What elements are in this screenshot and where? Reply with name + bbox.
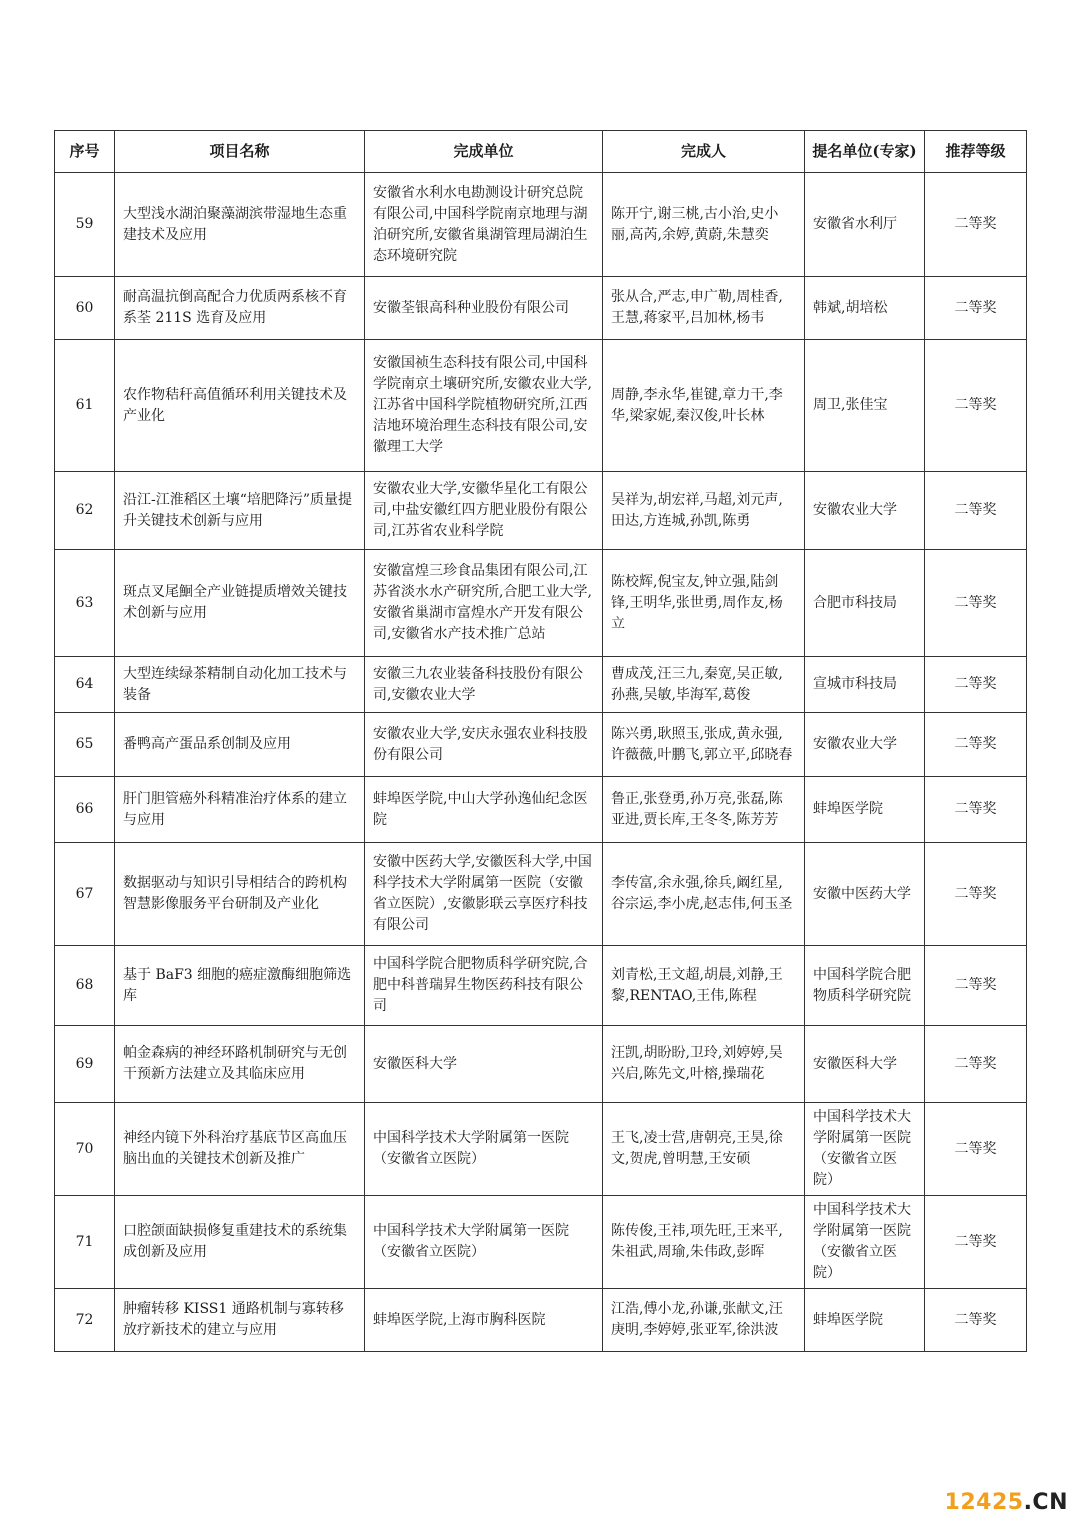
watermark-number: 12425 — [944, 1490, 1024, 1515]
row-nominator: 中国科学院合肥物质科学研究院 — [805, 946, 925, 1026]
row-project-name: 斑点叉尾鮰全产业链提质增效关键技术创新与应用 — [115, 550, 365, 657]
row-level: 二等奖 — [925, 657, 1027, 713]
row-project-name: 基于 BaF3 细胞的癌症激酶细胞筛选库 — [115, 946, 365, 1026]
row-no: 68 — [55, 946, 115, 1026]
row-no: 59 — [55, 173, 115, 277]
row-level: 二等奖 — [925, 472, 1027, 550]
table-row — [55, 657, 1027, 713]
row-no: 67 — [55, 843, 115, 946]
header-no: 序号 — [55, 131, 115, 173]
row-project-name: 肝门胆管癌外科精准治疗体系的建立与应用 — [115, 777, 365, 843]
header-level: 推荐等级 — [925, 131, 1027, 173]
row-people: 王飞,凌士营,唐朝亮,王昊,徐文,贺虎,曾明慧,王安硕 — [603, 1103, 805, 1196]
row-level: 二等奖 — [925, 713, 1027, 777]
row-nominator: 中国科学技术大学附属第一医院（安徽省立医院） — [805, 1196, 925, 1289]
row-people: 陈兴勇,耿照玉,张成,黄永强,许薇薇,叶鹏飞,郭立平,邱晓春 — [603, 713, 805, 777]
row-project-name: 番鸭高产蛋品系创制及应用 — [115, 713, 365, 777]
row-level: 二等奖 — [925, 340, 1027, 472]
header-unit: 完成单位 — [365, 131, 603, 173]
row-level: 二等奖 — [925, 1103, 1027, 1196]
row-people: 张从合,严志,申广勒,周桂香,王慧,蒋家平,吕加林,杨韦 — [603, 277, 805, 340]
row-no: 71 — [55, 1196, 115, 1289]
row-project-name: 肿瘤转移 KISS1 通路机制与寡转移放疗新技术的建立与应用 — [115, 1289, 365, 1352]
row-no: 65 — [55, 713, 115, 777]
watermark-domain: .CN — [1023, 1490, 1068, 1515]
table-row — [55, 550, 1027, 657]
row-project-name: 数据驱动与知识引导相结合的跨机构智慧影像服务平台研制及产业化 — [115, 843, 365, 946]
header-row — [55, 131, 1027, 173]
row-level: 二等奖 — [925, 1196, 1027, 1289]
site-watermark — [945, 1490, 1068, 1515]
row-people: 陈传俊,王祎,项先旺,王来平,朱祖武,周瑜,朱伟政,彭晖 — [603, 1196, 805, 1289]
row-people: 李传富,余永强,徐兵,阚红星,谷宗运,李小虎,赵志伟,何玉圣 — [603, 843, 805, 946]
row-people: 江浩,傅小龙,孙谦,张献文,汪庚明,李婷婷,张亚军,徐洪波 — [603, 1289, 805, 1352]
row-no: 60 — [55, 277, 115, 340]
row-unit: 蚌埠医学院,中山大学孙逸仙纪念医院 — [365, 777, 603, 843]
row-unit: 安徽农业大学,安徽华星化工有限公司,中盐安徽红四方肥业股份有限公司,江苏省农业科学院 — [365, 472, 603, 550]
row-project-name: 帕金森病的神经环路机制研究与无创干预新方法建立及其临床应用 — [115, 1026, 365, 1103]
row-unit: 安徽省水利水电勘测设计研究总院有限公司,中国科学院南京地理与湖泊研究所,安徽省巢湖管理局湖泊生态环境研究院 — [365, 173, 603, 277]
row-project-name: 神经内镜下外科治疗基底节区高血压脑出血的关键技术创新及推广 — [115, 1103, 365, 1196]
header-nominator: 提名单位(专家) — [805, 131, 925, 173]
table-row — [55, 277, 1027, 340]
row-people: 鲁正,张登勇,孙万亮,张磊,陈亚进,贾长库,王冬冬,陈芳芳 — [603, 777, 805, 843]
row-nominator: 安徽农业大学 — [805, 713, 925, 777]
row-nominator: 周卫,张佳宝 — [805, 340, 925, 472]
header-project-name: 项目名称 — [115, 131, 365, 173]
row-project-name: 大型连续绿茶精制自动化加工技术与装备 — [115, 657, 365, 713]
row-project-name: 沿江-江淮稻区土壤“培肥降污”质量提升关键技术创新与应用 — [115, 472, 365, 550]
table-row — [55, 173, 1027, 277]
row-project-name: 耐高温抗倒高配合力优质两系核不育系荃 211S 选育及应用 — [115, 277, 365, 340]
row-project-name: 大型浅水湖泊聚藻湖滨带湿地生态重建技术及应用 — [115, 173, 365, 277]
table-row — [55, 472, 1027, 550]
table-row — [55, 946, 1027, 1026]
row-nominator: 合肥市科技局 — [805, 550, 925, 657]
row-unit: 安徽农业大学,安庆永强农业科技股份有限公司 — [365, 713, 603, 777]
row-people: 刘青松,王文超,胡晨,刘静,王黎,RENTAO,王伟,陈程 — [603, 946, 805, 1026]
row-no: 62 — [55, 472, 115, 550]
row-level: 二等奖 — [925, 1289, 1027, 1352]
row-people: 陈校辉,倪宝友,钟立强,陆剑锋,王明华,张世勇,周作友,杨立 — [603, 550, 805, 657]
row-nominator: 安徽省水利厅 — [805, 173, 925, 277]
row-unit: 中国科学技术大学附属第一医院（安徽省立医院） — [365, 1196, 603, 1289]
table-row — [55, 1026, 1027, 1103]
table-row — [55, 1289, 1027, 1352]
row-nominator: 安徽中医药大学 — [805, 843, 925, 946]
row-no: 69 — [55, 1026, 115, 1103]
row-nominator: 安徽农业大学 — [805, 472, 925, 550]
table-row — [55, 713, 1027, 777]
row-unit: 安徽富煌三珍食品集团有限公司,江苏省淡水水产研究所,合肥工业大学,安徽省巢湖市富煌水产开发有限公司,安徽省水产技术推广总站 — [365, 550, 603, 657]
row-people: 吴祥为,胡宏祥,马超,刘元声,田达,方连城,孙凯,陈勇 — [603, 472, 805, 550]
row-level: 二等奖 — [925, 1026, 1027, 1103]
row-nominator: 韩斌,胡培松 — [805, 277, 925, 340]
row-no: 66 — [55, 777, 115, 843]
row-no: 70 — [55, 1103, 115, 1196]
table-row — [55, 1103, 1027, 1196]
row-level: 二等奖 — [925, 277, 1027, 340]
row-unit: 安徽中医药大学,安徽医科大学,中国科学技术大学附属第一医院（安徽省立医院）,安徽影联云享医疗科技有限公司 — [365, 843, 603, 946]
awards-table — [54, 130, 1027, 1352]
row-unit: 蚌埠医学院,上海市胸科医院 — [365, 1289, 603, 1352]
table-row — [55, 1196, 1027, 1289]
row-unit: 中国科学院合肥物质科学研究院,合肥中科普瑞昇生物医药科技有限公司 — [365, 946, 603, 1026]
row-unit: 中国科学技术大学附属第一医院（安徽省立医院） — [365, 1103, 603, 1196]
row-unit: 安徽三九农业装备科技股份有限公司,安徽农业大学 — [365, 657, 603, 713]
row-people: 曹成茂,汪三九,秦宽,吴正敏,孙燕,吴敏,毕海军,葛俊 — [603, 657, 805, 713]
row-level: 二等奖 — [925, 173, 1027, 277]
row-no: 64 — [55, 657, 115, 713]
row-unit: 安徽荃银高科种业股份有限公司 — [365, 277, 603, 340]
row-people: 陈开宁,谢三桃,古小治,史小丽,高芮,余婷,黄蔚,朱慧奕 — [603, 173, 805, 277]
row-unit: 安徽国祯生态科技有限公司,中国科学院南京土壤研究所,安徽农业大学,江苏省中国科学院植物研究所,江西洁地环境治理生态科技有限公司,安徽理工大学 — [365, 340, 603, 472]
row-nominator: 蚌埠医学院 — [805, 777, 925, 843]
row-nominator: 中国科学技术大学附属第一医院（安徽省立医院） — [805, 1103, 925, 1196]
header-people: 完成人 — [603, 131, 805, 173]
row-level: 二等奖 — [925, 550, 1027, 657]
row-nominator: 宣城市科技局 — [805, 657, 925, 713]
row-nominator: 蚌埠医学院 — [805, 1289, 925, 1352]
row-people: 周静,李永华,崔键,章力干,李华,梁家妮,秦汉俊,叶长林 — [603, 340, 805, 472]
row-project-name: 口腔颌面缺损修复重建技术的系统集成创新及应用 — [115, 1196, 365, 1289]
row-no: 63 — [55, 550, 115, 657]
table-row — [55, 843, 1027, 946]
row-nominator: 安徽医科大学 — [805, 1026, 925, 1103]
table-row — [55, 340, 1027, 472]
row-level: 二等奖 — [925, 946, 1027, 1026]
row-level: 二等奖 — [925, 777, 1027, 843]
row-unit: 安徽医科大学 — [365, 1026, 603, 1103]
row-no: 61 — [55, 340, 115, 472]
row-people: 汪凯,胡盼盼,卫玲,刘婷婷,吴兴启,陈先文,叶榕,操瑞花 — [603, 1026, 805, 1103]
table-row — [55, 777, 1027, 843]
row-level: 二等奖 — [925, 843, 1027, 946]
row-project-name: 农作物秸秆高值循环利用关键技术及产业化 — [115, 340, 365, 472]
row-no: 72 — [55, 1289, 115, 1352]
